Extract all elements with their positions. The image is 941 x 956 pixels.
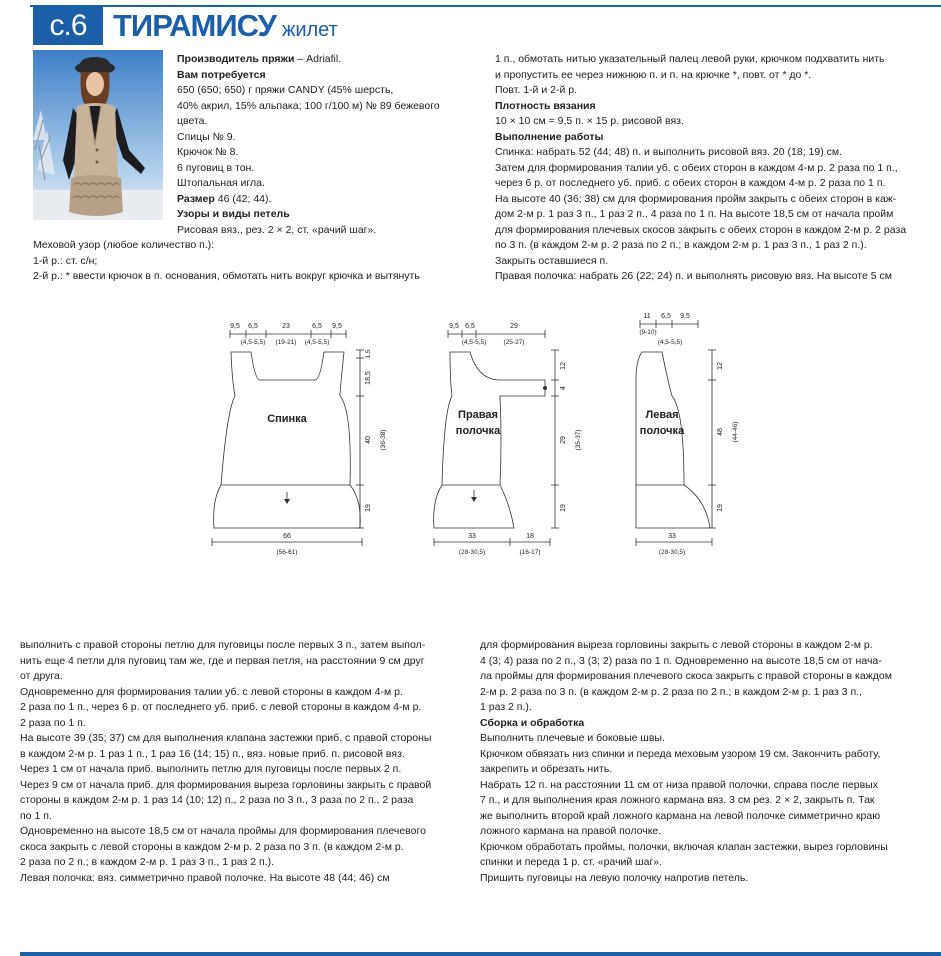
line-heading: Сборка и обработка <box>480 716 585 729</box>
text-line <box>480 731 892 747</box>
dimension-label: (44-46) <box>732 421 739 443</box>
text-line <box>20 716 431 732</box>
dimension-label: 19 <box>717 504 724 512</box>
dimension-label: 1,5 <box>365 349 372 359</box>
dimension-label: 19 <box>560 504 567 512</box>
line-text: 2-й р.: * ввести крючок в п. основания, обмотать нить вокруг крючка и вытянуть <box>33 270 420 282</box>
line-text: Штопальная игла. <box>177 177 265 189</box>
line-text: Затем для формирования талии уб. с обеих сторон в каждом 4-м р. 2 раза по 1 п., <box>495 161 898 174</box>
line-text: скоса закрыть с левой стороны в каждом 2-м р. 2 раза по 3 п. (в каждом 2-м р. <box>20 840 404 853</box>
line-text: для формирования плечевых скосов закрыть с обеих сторон в каждом 2-м р. 2 раза <box>495 223 907 236</box>
line-text: ла проймы для формирования плечевого скоса закрыть с правой стороны в каждом <box>480 670 892 682</box>
line-text: Пришить пуговицы на левую полочку напротив петель. <box>480 871 749 884</box>
page-title <box>113 6 338 46</box>
text-line <box>20 840 431 856</box>
line-text: закрепить и обрезать нить. <box>480 763 613 775</box>
text-line <box>177 99 440 115</box>
text-line <box>20 778 431 794</box>
grain-arrow-head <box>284 499 290 504</box>
dim-top-sub: (4,5-5,5) <box>304 339 330 346</box>
dim-top: 9,5 <box>230 323 240 330</box>
text-line <box>480 685 892 701</box>
text-line <box>33 238 420 254</box>
line-text: 4 (3; 4) раза по 2 п., 3 (3; 2) раза по 1 п. Одновременно на высоте 18,5 см от нача- <box>480 654 882 667</box>
text-line <box>480 840 892 856</box>
text-line <box>480 762 892 778</box>
text-line <box>480 855 892 871</box>
line-text: 1 раз 2 п.). <box>480 701 532 713</box>
text-line <box>480 871 892 887</box>
dimension-label: 18,5 <box>365 371 372 385</box>
text-line <box>177 145 440 161</box>
instructions-bottom-right <box>480 638 892 886</box>
grain-arrow-head <box>471 497 477 502</box>
text-line <box>20 762 431 778</box>
text-line <box>480 809 892 825</box>
pattern-diagram <box>200 300 760 570</box>
text-line <box>480 638 892 654</box>
dimension-label: 9,5 <box>680 313 690 320</box>
line-text: Рисовая вяз., рез. 2 × 2, ст. «рачий шаг». <box>177 223 377 236</box>
text-line <box>33 269 420 285</box>
text-line <box>33 254 420 270</box>
dimension-label: 19 <box>365 504 372 512</box>
text-line <box>177 176 440 192</box>
text-line <box>495 254 906 270</box>
line-text: Левая полочка: вяз. симметрично правой полочке. На высоте 48 (44; 46) см <box>20 871 390 884</box>
line-text: Спинка: набрать 52 (44; 48) п. и выполнить рисовой вяз. 20 (18; 19) см. <box>495 146 843 158</box>
line-text: Закрыть оставшиеся п. <box>495 254 609 267</box>
text-line <box>177 68 440 84</box>
line-text: же выполнить второй край ложного кармана на левой полочке симметрично краю <box>480 809 881 822</box>
text-line <box>177 223 440 239</box>
dimension-label: (28-30,5) <box>658 549 686 556</box>
text-line <box>495 52 906 68</box>
line-heading: Вам потребуется <box>177 68 266 81</box>
text-line <box>495 223 906 239</box>
line-text: Через 1 см от начала приб. выполнить петлю для пуговицы после первых 2 п. <box>20 763 402 775</box>
line-heading: Узоры и виды петель <box>177 208 290 220</box>
text-line <box>480 716 892 732</box>
dim-top: 9,5 <box>332 323 342 330</box>
line-text: Повт. 1-й и 2-й р. <box>495 84 577 96</box>
piece-label-left-front: полочка <box>639 425 685 437</box>
text-line <box>495 269 906 285</box>
dimension-label: 6,5 <box>465 323 475 330</box>
line-text: дом 2-м р. 1 раз 3 п., 1 раз 2 п., 4 раза по 1 п. На высоте 18,5 см от начала пройм <box>495 208 894 220</box>
line-heading: Размер <box>177 192 215 205</box>
text-line <box>177 52 440 68</box>
footer-rule <box>20 952 941 956</box>
dimension-label: 29 <box>510 323 518 330</box>
line-text: и пропустить ее через нижнюю п. и п. на крючке *, повт. от * до *. <box>495 68 812 81</box>
text-line <box>480 778 892 794</box>
text-line <box>20 855 431 871</box>
text-line <box>495 99 906 115</box>
line-text: Крючком обработать проймы, полочки, включая клапан застежки, вырез горловины <box>480 840 888 853</box>
text-line <box>20 731 431 747</box>
line-text: Набрать 12 п. на расстоянии 11 см от низа правой полочки, справа после первых <box>480 778 878 791</box>
dim-top: 23 <box>282 323 290 330</box>
text-line <box>20 809 431 825</box>
text-line <box>495 161 906 177</box>
text-line <box>480 654 892 670</box>
line-text: через 6 р. от последнего уб. приб. с обеих сторон в каждом 4-м р. 2 раза по 1 п. <box>495 177 886 189</box>
text-line <box>177 192 440 208</box>
line-text: 2 раза по 1 п., через 6 р. от последнего уб. приб. с левой стороны в каждом 4-м р. <box>20 701 422 713</box>
dimension-label: (28-30,5) <box>458 549 486 556</box>
text-line <box>495 176 906 192</box>
dimension-label: 18 <box>526 533 534 540</box>
line-text: Выполнить плечевые и боковые швы. <box>480 732 665 744</box>
text-line <box>20 793 431 809</box>
text-line <box>480 747 892 763</box>
button-mark <box>543 386 547 390</box>
back-fur-band <box>214 485 361 528</box>
line-text: 1-й р.: ст. с/н; <box>33 254 98 267</box>
dimension-label: 11 <box>643 313 651 320</box>
line-text: 46 (42; 44). <box>214 192 272 205</box>
dim-top: 6,5 <box>312 323 322 330</box>
line-text: Одновременно на высоте 18,5 см от начала проймы для формирования плечевого <box>20 825 426 837</box>
line-text: Спицы № 9. <box>177 130 236 143</box>
dimension-label: (25-27) <box>503 339 525 346</box>
dimension-label: (35-37) <box>575 429 582 451</box>
dimension-label: (9-10) <box>639 329 657 336</box>
dimension-label: 6,5 <box>661 313 671 320</box>
line-text: от друга. <box>20 670 63 682</box>
text-line <box>20 700 431 716</box>
line-text: 6 пуговиц в тон. <box>177 161 255 174</box>
dim-bottom: 66 <box>283 533 291 540</box>
line-heading: Плотность вязания <box>495 99 596 112</box>
page-number-badge: с.6 <box>33 7 103 45</box>
dimension-label: 48 <box>717 428 724 436</box>
text-line <box>20 824 431 840</box>
line-text: 2 раза по 1 п. <box>20 716 86 729</box>
dimension-label: 4 <box>560 386 567 390</box>
text-line <box>20 654 431 670</box>
text-line <box>480 824 892 840</box>
line-text: цвета. <box>177 115 208 127</box>
dimension-label: 33 <box>668 533 676 540</box>
dim-top: 6,5 <box>248 323 258 330</box>
dimension-label: 12 <box>717 362 724 370</box>
dim-bottom-sub: (56-61) <box>276 549 298 556</box>
line-text: 2 раза по 2 п.; в каждом 2-м р. 1 раз 3 п., 1 раз 2 п.). <box>20 856 275 868</box>
text-line <box>495 114 906 130</box>
line-text: по 3 п. (в каждом 2-м р. 2 раза по 2 п.; в каждом 2-м р. 1 раз 3 п., 1 раз 2 п.). <box>495 239 867 251</box>
line-text: ложного кармана на правой полочке. <box>480 825 662 837</box>
left-front-fur-band <box>636 485 710 528</box>
text-line <box>495 238 906 254</box>
line-text: Крючком обвязать низ спинки и переда меховым узором 19 см. Закончить работу, <box>480 747 881 760</box>
model-photo <box>33 50 163 220</box>
dimension-label: 9,5 <box>449 323 459 330</box>
fur-pattern-block <box>33 238 420 285</box>
line-text: 40% акрил, 15% альпака; 100 г/100 м) № 89 бежевого <box>177 99 440 112</box>
piece-label-left-front: Левая <box>645 409 679 421</box>
text-line <box>480 793 892 809</box>
line-text: Через 9 см от начала приб. для формирования выреза горловины закрыть с правой <box>20 778 432 791</box>
text-line <box>177 83 440 99</box>
dimension-label: (4,5-5,5) <box>461 339 487 346</box>
line-text: спинки и переда 1 р. ст. «рачий шаг». <box>480 856 663 868</box>
line-heading: Выполнение работы <box>495 130 604 143</box>
line-text: в каждом 2-м р. 1 раз 1 п., 1 раз 16 (14; 15) п., вяз. новые приб. п. рисовой вяз. <box>20 747 405 760</box>
line-text: выполнить с правой стороны петлю для пуговицы после первых 3 п., затем выпол- <box>20 639 426 651</box>
text-line <box>20 669 431 685</box>
text-line <box>495 207 906 223</box>
text-line <box>20 685 431 701</box>
text-line <box>177 130 440 146</box>
line-text: Меховой узор (любое количество п.): <box>33 239 215 251</box>
text-line <box>177 161 440 177</box>
text-line <box>480 669 892 685</box>
line-text: Правая полочка: набрать 26 (22; 24) п. и выполнять рисовую вяз. На высоте 5 см <box>495 270 892 282</box>
line-text: – Adriafil. <box>294 53 342 65</box>
line-text: Одновременно для формирования талии уб. с левой стороны в каждом 4-м р. <box>20 685 403 698</box>
text-line <box>20 638 431 654</box>
line-heading: Производитель пряжи <box>177 53 295 65</box>
dimension-label: 40 <box>365 436 372 444</box>
text-line <box>495 145 906 161</box>
dimension-label: (4,5-5,5) <box>657 339 683 346</box>
model-photo-illustration <box>33 50 163 220</box>
piece-label-right-front: полочка <box>455 425 501 437</box>
text-line <box>495 83 906 99</box>
piece-label-right-front: Правая <box>458 409 498 421</box>
line-text: На высоте 40 (36; 38) см для формирования пройм закрыть с обеих сторон в каж- <box>495 192 897 205</box>
line-text: для формирования выреза горловины закрыть с левой стороны в каждом 2-м р. <box>480 639 873 651</box>
line-text: 650 (650; 650) г пряжи CANDY (45% шерсть, <box>177 84 394 96</box>
text-line <box>495 68 906 84</box>
line-text: Крючок № 8. <box>177 146 239 158</box>
dimension-label: 29 <box>560 436 567 444</box>
dimension-label: 12 <box>560 362 567 370</box>
text-line <box>177 207 440 223</box>
text-line <box>495 192 906 208</box>
line-text: 10 × 10 см = 9,5 п. × 15 р. рисовой вяз. <box>495 115 684 127</box>
dim-top-sub: (19-21) <box>275 339 297 346</box>
instructions-top-right <box>495 52 906 285</box>
dimension-label: 33 <box>468 533 476 540</box>
title-subtitle: жилет <box>281 19 338 41</box>
title-main: ТИРАМИСУ <box>113 8 276 43</box>
text-line <box>480 700 892 716</box>
text-line <box>177 114 440 130</box>
line-text: нить еще 4 петли для пуговиц там же, где и первая петля, на расстоянии 9 см друг <box>20 654 425 667</box>
line-text: 2-м р. 2 раза по 3 п. (в каждом 2-м р. 2 раза по 2 п.; в каждом 2-м р. 1 раз 3 п., <box>480 685 862 698</box>
dimension-label: (36-38) <box>380 429 387 451</box>
piece-label-back: Спинка <box>267 413 307 425</box>
line-text: 1 п., обмотать нитью указательный палец левой руки, крючком подхватить нить <box>495 53 885 65</box>
line-text: 7 п., и для выполнения края ложного кармана вяз. 3 см рез. 2 × 2, закрыть п. Так <box>480 794 875 806</box>
line-text: по 1 п. <box>20 809 52 822</box>
text-line <box>495 130 906 146</box>
materials-block <box>177 52 440 238</box>
dimension-label: (16-17) <box>519 549 541 556</box>
line-text: стороны в каждом 2-м р. 1 раз 14 (10; 12) п., 2 раза по 3 п., 3 раза по 2 п., 2 раза <box>20 794 414 806</box>
text-line <box>20 871 431 887</box>
instructions-bottom-left <box>20 638 431 886</box>
line-text: На высоте 39 (35; 37) см для выполнения клапана застежки приб. с правой стороны <box>20 732 432 744</box>
dim-top-sub: (4,5-5,5) <box>240 339 266 346</box>
text-line <box>20 747 431 763</box>
